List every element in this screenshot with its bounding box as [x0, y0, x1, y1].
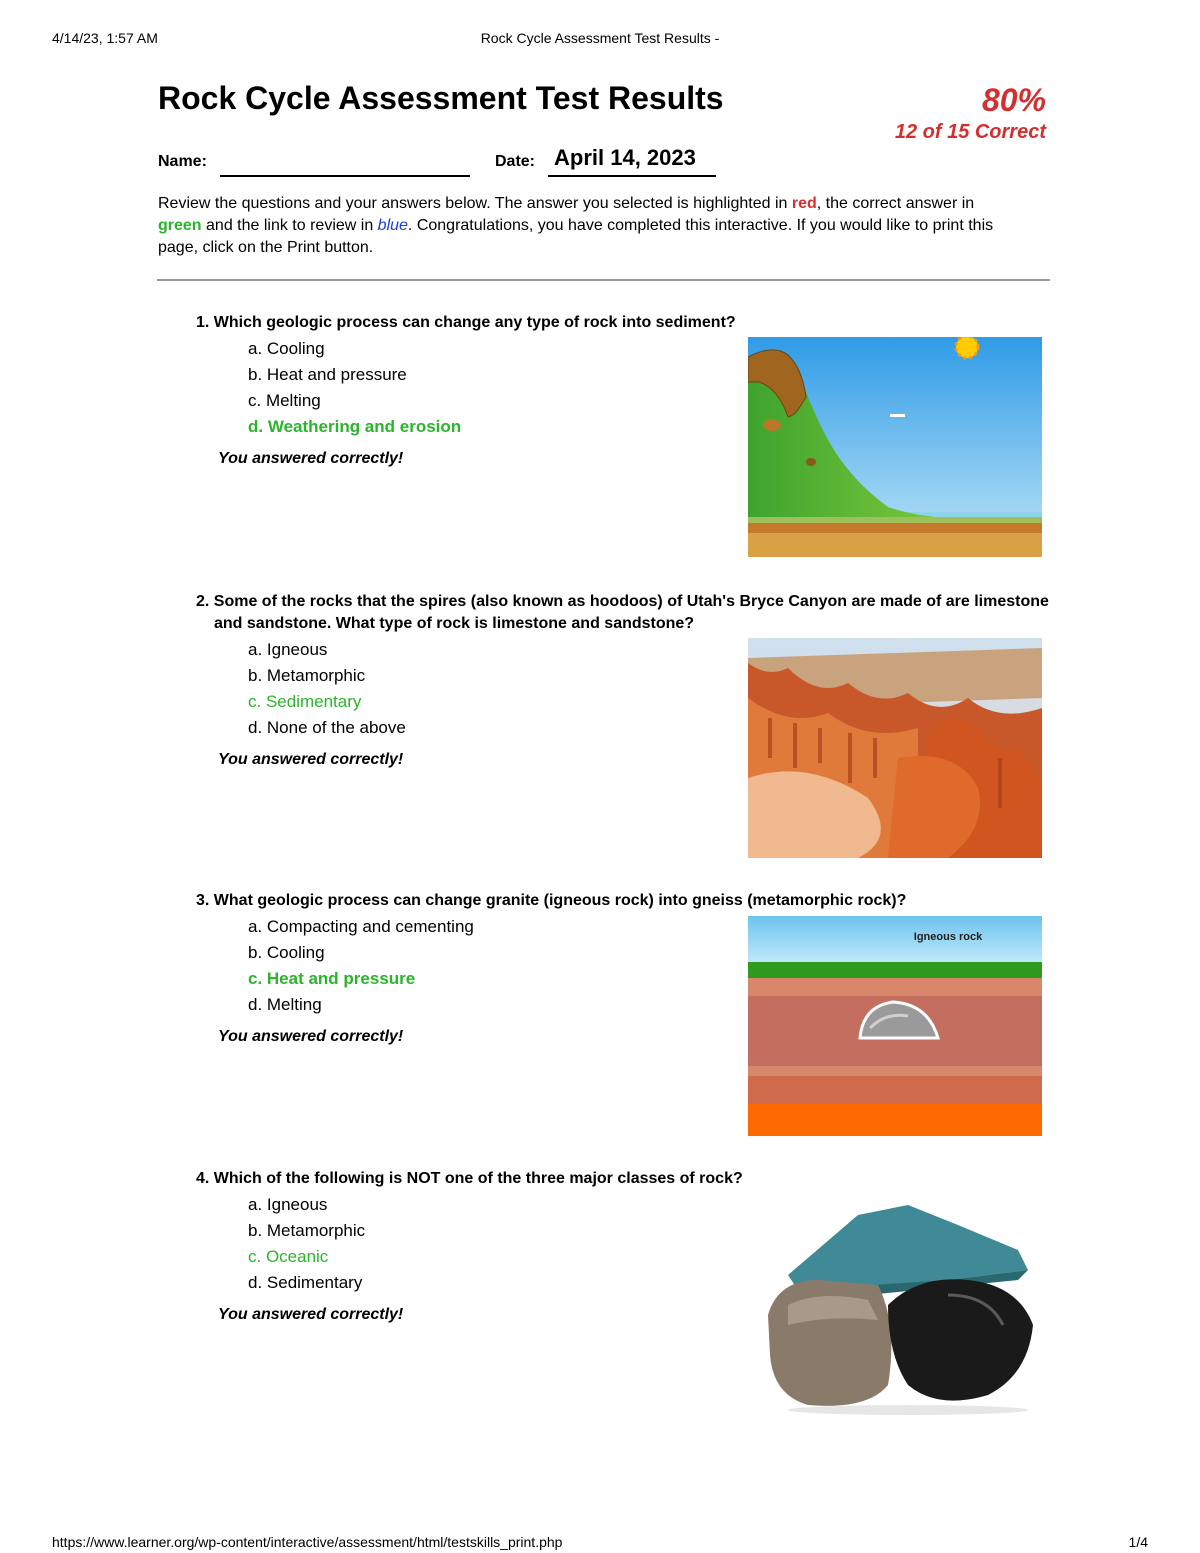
option-d: d. Sedimentary [248, 1273, 363, 1292]
intro-blue-word: blue [377, 217, 408, 234]
date-field[interactable]: April 14, 2023 [548, 145, 716, 177]
option-c: c. Melting [248, 391, 321, 410]
name-field[interactable] [220, 175, 470, 177]
print-datetime: 4/14/23, 1:57 AM [52, 30, 158, 46]
rock-layers-illustration [748, 916, 1042, 1136]
bryce-canyon-photo [748, 638, 1042, 858]
answer-feedback: You answered correctly! [218, 751, 404, 768]
page-number: 1/4 [1128, 1534, 1148, 1550]
print-doc-title: Rock Cycle Assessment Test Results - [480, 30, 720, 46]
option-a: a. Compacting and cementing [248, 917, 474, 936]
section-divider [157, 279, 1050, 281]
option-b: b. Heat and pressure [248, 365, 407, 384]
question-text: 4. Which of the following is NOT one of the three major classes of rock? [196, 1170, 743, 1187]
intro-green-word: green [158, 217, 202, 234]
option-d: d. Melting [248, 995, 322, 1014]
print-header [52, 30, 1148, 50]
answer-feedback: You answered correctly! [218, 1028, 404, 1045]
page-url[interactable]: https://www.learner.org/wp-content/interactive/assessment/html/testskills_print.php [52, 1534, 563, 1550]
intro-red-word: red [791, 195, 817, 212]
option-d: d. None of the above [248, 718, 406, 737]
intro-part: and the link to review in [201, 217, 378, 234]
name-label: Name: [158, 153, 207, 170]
score-block [895, 80, 1046, 144]
option-a: a. Igneous [248, 1195, 328, 1214]
option-d-correct: d. Weathering and erosion [248, 417, 462, 436]
option-b: b. Metamorphic [248, 666, 366, 685]
option-b: b. Metamorphic [248, 1221, 366, 1240]
answer-feedback: You answered correctly! [218, 1306, 404, 1323]
hillside-erosion-illustration [748, 337, 1042, 557]
intro-part: . Congratulations, you have completed this interactive. If you would like to print this page, click on the Print button. [158, 217, 994, 256]
option-c-correct: c. Sedimentary [248, 692, 362, 711]
name-date-row [158, 145, 718, 181]
date-label: Date: [495, 153, 536, 170]
rock-samples-photo [748, 1195, 1042, 1415]
intro-text [158, 193, 1018, 259]
option-c-correct: c. Oceanic [248, 1247, 329, 1266]
question-text: 2. Some of the rocks that the spires (also known as hoodoos) of Utah's Bryce Canyon are made of are limestone and sandstone. What type of rock is limestone and sandstone? [196, 593, 1049, 632]
option-c-correct: c. Heat and pressure [248, 969, 416, 988]
option-a: a. Cooling [248, 339, 325, 358]
score-percent: 80% [981, 82, 1046, 118]
question-text: 3. What geologic process can change granite (igneous rock) into gneiss (metamorphic rock)? [196, 892, 907, 909]
illustration-label: Igneous rock [913, 931, 983, 943]
option-a: a. Igneous [248, 640, 328, 659]
question-text: 1. Which geologic process can change any type of rock into sediment? [196, 314, 736, 331]
answer-feedback: You answered correctly! [218, 450, 404, 467]
intro-part: Review the questions and your answers below. The answer you selected is highlighted in [158, 195, 792, 212]
intro-part: , the correct answer in [816, 195, 975, 212]
score-summary: 12 of 15 Correct [894, 121, 1046, 143]
option-b: b. Cooling [248, 943, 325, 962]
page-title: Rock Cycle Assessment Test Results [158, 80, 724, 116]
